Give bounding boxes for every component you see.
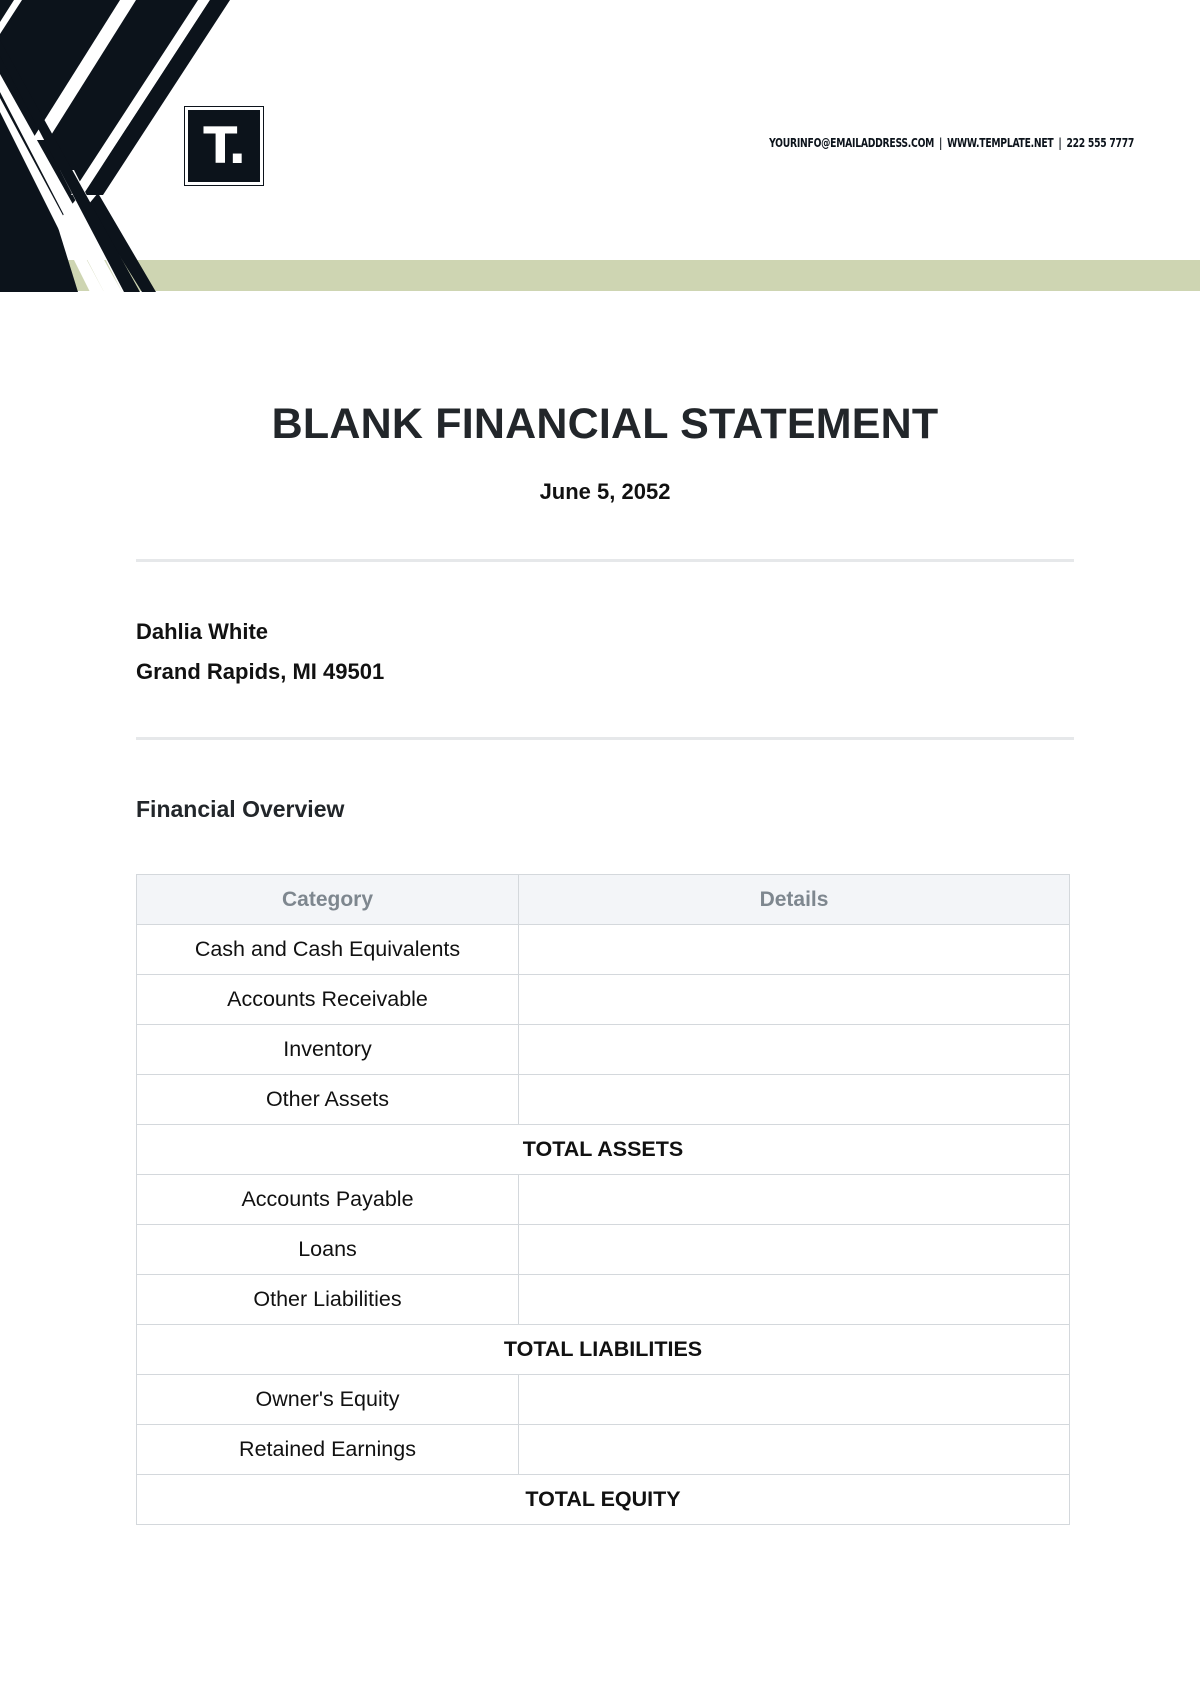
table-total-row [137,1325,1070,1375]
table-row [137,1175,1070,1225]
company-logo [184,106,264,186]
client-address: Grand Rapids, MI 49501 [136,659,385,684]
details-cell[interactable] [519,1175,1070,1225]
document-date: June 5, 2052 [539,479,671,504]
table-row [137,1025,1070,1075]
category-cell: Cash and Cash Equivalents [137,925,519,975]
table-total-row [137,1125,1070,1175]
category-cell: Retained Earnings [137,1425,519,1475]
table-row [137,1075,1070,1125]
financial-overview-table [136,874,1070,1525]
logo-mark: T. [188,110,260,182]
category-cell: Accounts Payable [137,1175,519,1225]
category-cell: Owner's Equity [137,1375,519,1425]
category-cell: Inventory [137,1025,519,1075]
contact-email: YOURINFO@EMAILADDRESS.COM [769,135,935,150]
details-cell[interactable] [519,1425,1070,1475]
column-header-category: Category [137,875,519,925]
details-cell[interactable] [519,1225,1070,1275]
category-cell: Other Assets [137,1075,519,1125]
total-assets-cell: TOTAL ASSETS [137,1125,1070,1175]
table-header-row [137,875,1070,925]
total-liabilities-cell: TOTAL LIABILITIES [137,1325,1070,1375]
details-cell[interactable] [519,1025,1070,1075]
divider [136,737,1074,740]
letterhead [0,0,1200,292]
details-cell[interactable] [519,1075,1070,1125]
contact-phone: 222 555 7777 [1066,135,1134,150]
details-cell[interactable] [519,1275,1070,1325]
details-cell[interactable] [519,1375,1070,1425]
table-row [137,1375,1070,1425]
contact-website: WWW.TEMPLATE.NET [946,135,1054,150]
category-cell: Accounts Receivable [137,975,519,1025]
table-total-row [137,1475,1070,1525]
table-row [137,1425,1070,1475]
details-cell[interactable] [519,925,1070,975]
document-title: BLANK FINANCIAL STATEMENT [271,400,939,448]
total-equity-cell: TOTAL EQUITY [137,1475,1070,1525]
client-name: Dahlia White [136,619,269,644]
contact-separator: | [938,135,943,150]
details-cell[interactable] [519,975,1070,1025]
category-cell: Loans [137,1225,519,1275]
contact-separator: | [1058,135,1062,150]
table-row [137,1275,1070,1325]
table-row [137,1225,1070,1275]
table-row [137,975,1070,1025]
contact-info [769,135,1134,150]
table-row [137,925,1070,975]
section-title: Financial Overview [136,796,345,822]
category-cell: Other Liabilities [137,1275,519,1325]
divider [136,559,1074,562]
column-header-details: Details [519,875,1070,925]
